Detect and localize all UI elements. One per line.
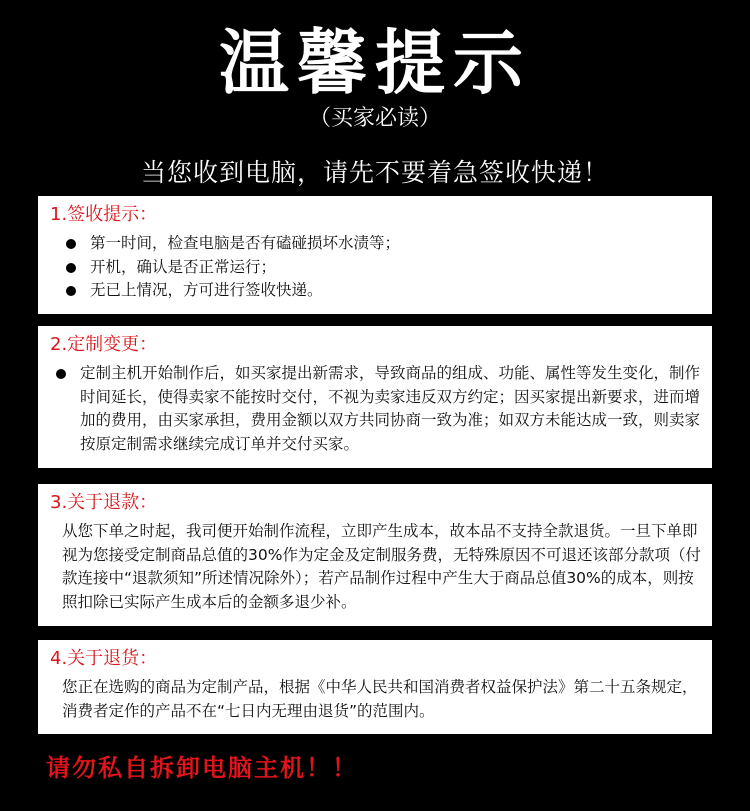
list-item-text: 无已上情况，方可进行签收快递。	[90, 281, 323, 299]
list-item	[50, 279, 702, 303]
list-item	[50, 362, 702, 456]
section-heading: 3.关于退款：	[50, 492, 158, 513]
bullet-icon	[66, 286, 76, 296]
list-item	[50, 232, 702, 256]
section-heading: 1.签收提示：	[50, 204, 158, 225]
page-subtitle: （买家必读）	[308, 106, 441, 131]
section-heading: 2.定制变更：	[50, 334, 158, 355]
section-refund	[38, 484, 712, 626]
section-sign-for-delivery	[38, 196, 712, 314]
page-title: 温馨提示	[219, 22, 531, 104]
bullet-icon	[56, 369, 66, 379]
receipt-notice: 当您收到电脑，请先不要着急签收快递！	[140, 158, 609, 187]
bullet-icon	[66, 239, 76, 249]
section-text: 您正在选购的商品为定制产品，根据《中华人民共和国消费者权益保护法》第二十五条规定，消费者定作的产品不在“七日内无理由退货”的范围内。	[62, 678, 698, 720]
list-item-text: 第一时间，检查电脑是否有磕碰损坏水渍等；	[90, 234, 401, 252]
section-heading: 4.关于退货：	[50, 648, 158, 669]
section-text: 从您下单之时起，我司便开始制作流程，立即产生成本，故本品不支持全款退货。一旦下单即视为您接受定制商品总值的30%作为定金及定制服务费，无特殊原因不可退还该部分款项（付款连接中“退款须知”所述情况除外）；若产品制作过程中产生大于商品总值30%的成本，则按照扣除已实际产生成本后的金额多退少补。	[62, 522, 701, 611]
section-custom-change	[38, 326, 712, 468]
warning-text: 请勿私自拆卸电脑主机！！	[46, 754, 358, 782]
section-return	[38, 640, 712, 734]
list-item-text: 定制主机开始制作后，如买家提出新需求，导致商品的组成、功能、属性等发生变化，制作时间延长，使得卖家不能按时交付，不视为卖家违反双方约定；因买家提出新要求，进而增加的费用，由买家承担，费用金额以双方共同协商一致为准；如双方未能达成一致，则卖家按原定制需求继续完成订单并交付买家。	[80, 364, 701, 453]
bullet-icon	[66, 263, 76, 273]
list-item	[50, 256, 702, 280]
list-item-text: 开机，确认是否正常运行；	[90, 257, 277, 276]
